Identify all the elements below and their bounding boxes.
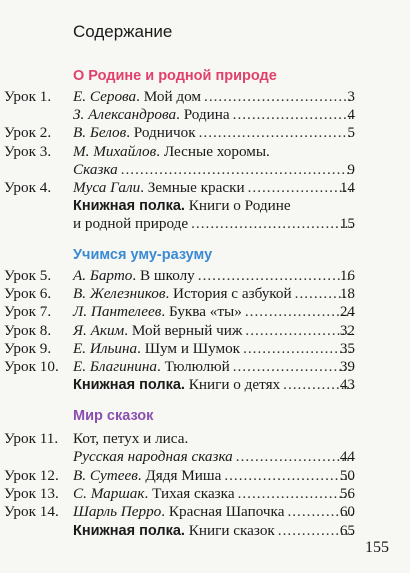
toc-entry (0, 143, 410, 161)
toc-entry (0, 430, 410, 448)
dot-leader (238, 485, 353, 503)
entry-text (73, 522, 355, 540)
toc-entry (0, 161, 410, 179)
entry-page-number: 14 (339, 179, 355, 196)
entry-page-number: 16 (339, 267, 355, 284)
toc-entry (0, 88, 410, 106)
entry-title: . В школу (132, 267, 195, 284)
entry-text (73, 215, 355, 233)
entry-author: Русская народная сказка (73, 448, 233, 466)
toc-entry (0, 215, 410, 233)
entry-author: Муса Гали (73, 179, 141, 196)
entry-text (73, 503, 355, 521)
entry-text (73, 197, 355, 215)
entry-title: Книги о детях (184, 376, 281, 394)
entry-page-number: 9 (347, 160, 355, 178)
toc-entry (0, 358, 410, 376)
toc-entry (0, 467, 410, 485)
lesson-label: Урок 10. (4, 358, 59, 375)
entry-author: Шарль Перро (73, 503, 162, 521)
entry-page-number: 24 (339, 303, 355, 321)
entry-text (73, 358, 355, 376)
dot-leader (233, 106, 353, 124)
entry-page-number: 5 (347, 124, 355, 142)
entry-text (73, 322, 355, 340)
dot-leader (204, 88, 353, 106)
entry-title: . Мой дом (136, 88, 202, 105)
entry-author: В. Сутеев (73, 466, 138, 484)
dot-leader (245, 322, 353, 340)
toc-entry (0, 124, 410, 142)
entry-title: Кот, петух и лиса. (73, 430, 189, 447)
entry-page-number: 56 (339, 484, 355, 502)
entry-page-number: 32 (339, 321, 355, 339)
entry-author: Л. Пантелеев (73, 303, 162, 321)
entry-text (73, 285, 355, 303)
entry-title: . Родничок (126, 124, 196, 142)
dot-leader (198, 267, 353, 285)
entry-author: Е. Благинина (73, 358, 158, 375)
entry-title: . Мой верный чиж (124, 321, 243, 339)
entry-text (73, 179, 355, 197)
dot-leader (121, 161, 353, 179)
lesson-label: Урок 6. (4, 285, 52, 303)
toc-entry (0, 267, 410, 285)
page-number: 155 (365, 539, 389, 556)
entry-page-number: 44 (339, 448, 355, 466)
entry-author: М. Михайлов (73, 142, 157, 160)
toc-entry (0, 503, 410, 521)
lesson-label: Урок 4. (4, 179, 52, 196)
entry-title: Книги о Родине (184, 197, 291, 215)
dot-leader (233, 358, 353, 376)
toc-entry (0, 340, 410, 358)
dot-leader (243, 340, 353, 358)
entry-page-number: 35 (339, 339, 355, 357)
entry-text (73, 143, 355, 161)
section-heading: Учимся уму-разуму (73, 247, 213, 263)
entry-author: Е. Серова (73, 88, 137, 105)
entry-text (73, 303, 355, 321)
entry-title: . История с азбукой (165, 285, 292, 303)
entry-text (73, 340, 355, 358)
entry-text (73, 430, 355, 448)
lesson-label: Урок 7. (4, 303, 52, 321)
lesson-label: Урок 8. (4, 321, 52, 339)
entry-title: Книги сказок (184, 521, 275, 539)
dot-leader (224, 467, 353, 485)
entry-text (73, 467, 355, 485)
dot-leader (245, 303, 353, 321)
entry-text (73, 485, 355, 503)
page-title: Содержание (73, 22, 173, 41)
toc-entry (0, 522, 410, 540)
bookshelf-label: Книжная полка. (73, 198, 185, 215)
entry-text (73, 376, 355, 394)
entry-title: . Шум и Шумок (137, 339, 241, 357)
entry-title: . Тихая сказка (144, 484, 235, 502)
entry-title: . Дядя Миша (137, 466, 222, 484)
lesson-label: Урок 13. (4, 484, 59, 502)
toc-entry (0, 285, 410, 303)
entry-author: З. Александрова (73, 106, 177, 124)
lesson-label: Урок 2. (4, 124, 52, 142)
lesson-label: Урок 9. (4, 339, 52, 357)
entry-page-number: 3 (347, 88, 355, 105)
toc-entry (0, 485, 410, 503)
entry-page-number: 15 (339, 215, 355, 233)
lesson-label: Урок 14. (4, 503, 59, 521)
lesson-label: Урок 1. (4, 88, 52, 105)
entry-page-number: 18 (339, 285, 355, 303)
toc-entry (0, 448, 410, 466)
entry-author: С. Маршак (73, 484, 145, 502)
section-heading: О Родине и родной природе (73, 68, 277, 84)
dot-leader (199, 124, 353, 142)
toc-entry (0, 197, 410, 215)
entry-title: . Земные краски (140, 179, 245, 196)
entry-page-number: 50 (339, 466, 355, 484)
dot-leader (191, 215, 353, 233)
toc-entry (0, 303, 410, 321)
entry-text (73, 106, 355, 124)
toc-entry (0, 106, 410, 124)
bookshelf-label: Книжная полка. (73, 522, 185, 539)
entry-title: . Красная Шапочка (161, 503, 285, 521)
entry-title: . Лесные хоромы. (156, 142, 270, 160)
entry-text (73, 124, 355, 142)
entry-page-number: 60 (339, 503, 355, 521)
entry-page-number: 43 (339, 376, 355, 394)
entry-text (73, 88, 355, 106)
entry-text (73, 161, 355, 179)
entry-author: В. Белов (73, 124, 127, 142)
toc-entry (0, 376, 410, 394)
bookshelf-label: Книжная полка. (73, 377, 185, 394)
entry-text (73, 267, 355, 285)
entry-title: . Тюлюлюй (157, 358, 230, 375)
entry-author: В. Железников (73, 285, 166, 303)
entry-page-number: 4 (347, 106, 355, 124)
lesson-label: Урок 12. (4, 466, 59, 484)
entry-title: . Родина (176, 106, 230, 124)
entry-title: . Буква «ты» (161, 303, 242, 321)
entry-author: Я. Аким (73, 321, 125, 339)
lesson-label: Урок 11. (4, 430, 59, 447)
entry-title: и родной природе (73, 215, 189, 233)
entry-text (73, 448, 355, 466)
dot-leader (248, 179, 353, 197)
entry-author: Е. Ильина (73, 339, 138, 357)
dot-leader (236, 448, 353, 466)
lesson-label: Урок 5. (4, 267, 52, 284)
entry-page-number: 39 (339, 358, 355, 375)
toc-entry (0, 179, 410, 197)
section-heading: Мир сказок (73, 408, 154, 424)
entry-author: А. Барто (73, 267, 133, 284)
entry-page-number: 65 (339, 521, 355, 539)
toc-entry (0, 322, 410, 340)
entry-author: Сказка (73, 160, 118, 178)
lesson-label: Урок 3. (4, 142, 52, 160)
